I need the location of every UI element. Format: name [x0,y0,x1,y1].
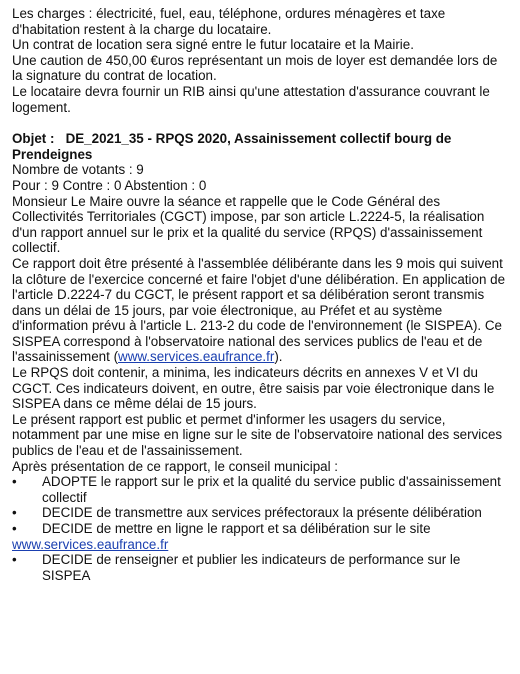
eaufrance-site-link[interactable]: www.services.eaufrance.fr [12,536,169,552]
intro-charges: Les charges : électricité, fuel, eau, téléphone, ordures ménagères et taxe d'habitation restent à la charge du locataire. [12,6,446,37]
eaufrance-link[interactable]: www.services.eaufrance.fr [118,349,275,365]
objet-label: Objet : [12,131,55,147]
intro-contrat: Un contrat de location sera signé entre le futur locataire et la Mairie. [12,37,414,53]
bullet-dot: • [12,552,17,568]
paren-open: ( [113,349,119,365]
bullet-dot: • [12,474,17,490]
votants-count: Nombre de votants : 9 [12,162,144,178]
bullet-dot: • [12,521,17,536]
intro-rib: Le locataire devra fournir un RIB ainsi qu'une attestation d'assurance couvrant le logement. [12,83,490,115]
paragraph-public: Le présent rapport est public et permet d'informer les usagers du service, notamment par une mise en ligne sur le site de l'observatoire national des services publics de l'eau et de l'assainissement. [12,411,503,459]
paragraph-indicateurs: Le RPQS doit contenir, a minima, les indicateurs décrits en annexes V et VI du CGCT. Ces indicateurs doivent, en outre, être saisis par voie électronique dans le SISPEA dans ce même délai de 15 jours. [12,365,495,412]
bullet-adopte [12,474,510,505]
paren-close: ). [274,349,283,365]
paragraph-sispea-text: Ce rapport doit être présenté à l'assemblée délibérante dans les 9 mois qui suivent la clôture de l'exercice concerné et faire l'objet d'une délibération. En application de l'article D.2224-7 du CGCT, le présent rapport et sa délibération seront transmis dans un délai de 15 jours, par voie électronique, au Préfet et au système d'information prévu à l'article L. 213-2 du code de l'environnement (le SISPEA). Ce SISPEA correspond à l'observatoire national des services publics de l'eau et de l'assainissement [12,255,506,365]
bullet-mettre-en-ligne-text: DECIDE de mettre en ligne le rapport et sa délibération sur le site [42,521,431,536]
intro-caution: Une caution de 450,00 €uros représentant un mois de loyer est demandée lors de la signature du contrat de location. [12,52,498,84]
vote-detail: Pour : 9 Contre : 0 Abstention : 0 [12,177,207,193]
bullet-adopte-text: ADOPTE le rapport sur le prix et la qualité du service public d'assainissement collectif [42,474,501,505]
bullet-renseigner-text: DECIDE de renseigner et publier les indicateurs de performance sur le SISPEA [42,552,461,583]
bullet-transmettre [12,505,510,521]
bullet-transmettre-text: DECIDE de transmettre aux services préfectoraux la présente délibération [42,505,482,521]
paragraph-conseil: Après présentation de ce rapport, le conseil municipal : [12,458,339,474]
bullet-mettre-en-ligne [12,521,510,537]
objet-heading [12,131,510,162]
paragraph-cgct: Monsieur Le Maire ouvre la séance et rappelle que le Code Général des Collectivités Territoriales (CGCT) impose, par son article L.2224-5, la réalisation d'un rapport annuel sur le prix et la qualité du service (RPQS) d'assainissement collectif. [12,193,485,256]
spacer [12,115,510,131]
bullet-link-line [12,537,510,553]
objet-title: DE_2021_35 - RPQS 2020, Assainissement collectif bourg de Prendeignes [12,131,452,162]
bullet-dot: • [12,505,17,521]
bullet-renseigner [12,552,510,583]
paragraph-sispea [12,256,510,365]
